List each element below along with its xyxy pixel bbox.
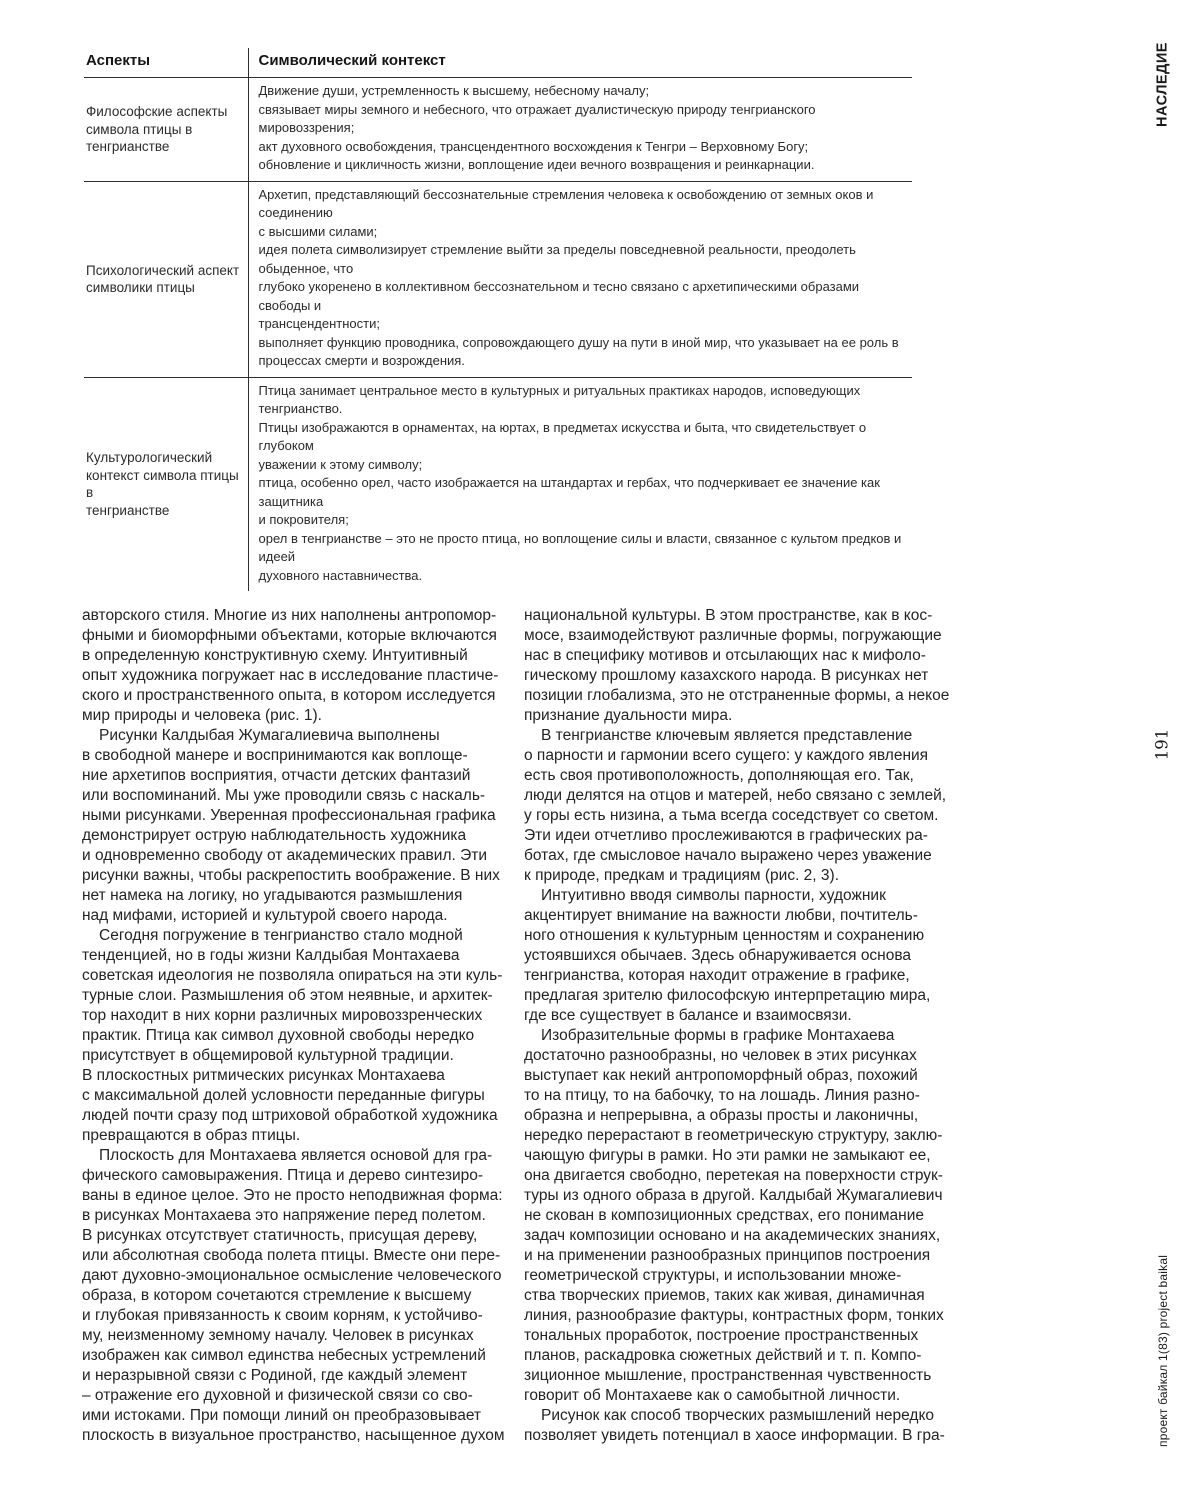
aspect-cell: Философские аспекты символа птицы в тенгрианстве	[84, 78, 248, 182]
table-row	[84, 78, 912, 182]
table-header-row	[84, 48, 912, 78]
aspect-cell: Психологический аспект символики птицы	[84, 181, 248, 377]
journal-footer: проект байкал 1(83) project baikal	[1156, 1254, 1170, 1447]
table-header-aspects: Аспекты	[84, 48, 248, 78]
table-row	[84, 377, 912, 591]
bird-symbolism-table	[84, 48, 912, 591]
aspect-cell: Культурологический контекст символа птицы в тенгрианстве	[84, 377, 248, 591]
paragraph: Плоскость для Монтахаева является основой для гра- фического самовыражения. Птица и дерево синтезиро- ваны в единое целое. Это не просто неподвижная форма: в рисунках Монтахаева это напряжение перед полетом. В рисунках отсутствует статичность, присущая дереву, или абсолютная свобода полета птицы. Вместе они пере- дают духовно-эмоциональное осмысление человеческого образа, в котором сочетаются стремление к высшему и глубокая привязанность к своим корням, к устойчиво- му, неизменному земному началу. Человек в рисунках изображен как символ единства небесных устремлений и неразрывной связи с Родиной, где каждый элемент – отражение его духовной и физической связи со сво- ими истоками. При помощи линий он преобразовывает плоскость в визуальное пространство, насыщенное духом	[82, 1147, 505, 1444]
context-cell: Движение души, устремленность к высшему, небесному началу; связывает миры земного и небесного, что отражает дуалистическую природу тенгрианского мировоззрения; акт духовного освобождения, трансцендентного восхождения к Тенгри – Верховному Богу; обновление и цикличность жизни, воплощение идеи вечного возвращения и реинкарнации.	[248, 78, 912, 182]
table-header-context: Символический контекст	[248, 48, 912, 78]
paragraph: Интуитивно вводя символы парности, художник акцентирует внимание на важности любви, почтитель- ного отношения к культурным ценностям и сохранению устоявшихся обычаев. Здесь обнаруживается основа тенгрианства, которая находит отражение в графике, предлагая зрителю философскую интерпретацию мира, где все существует в балансе и взаимосвязи.	[524, 887, 931, 1024]
paragraph: Рисунок как способ творческих размышлений нередко позволяет увидеть потенциал в хаосе информации. В гра-	[524, 1407, 945, 1444]
paragraph: В тенгрианстве ключевым является представление о парности и гармонии всего сущего: у каждого явления есть своя противоположность, дополняющая его. Так, люди делятся на отцов и матерей, небо связано с землей, у горы есть низина, а тьма всегда соседствует со светом. Эти идеи отчетливо прослеживаются в графических ра- ботах, где смысловое начало выражено через уважение к природе, предкам и традициям (рис. 2, 3).	[524, 727, 947, 884]
paragraph: Сегодня погружение в тенгрианство стало модной тенденцией, но в годы жизни Калдыбая Монтахаева советская идеология не позволяла опираться на эти куль- турные слои. Размышления об этом неявные, и архитек- тор находит в них корни различных мировоззренческих практик. Птица как символ духовной свободы нередко присутствует в общемировой культурной традиции. В плоскостных ритмических рисунках Монтахаева с максимальной долей условности переданные фигуры людей почти сразу под штриховой обработкой художника превращаются в образ птицы.	[82, 927, 503, 1144]
paragraph: Изобразительные формы в графике Монтахаева достаточно разнообразны, но человек в этих рисунках выступает как некий антропоморфный образ, похожий то на птицу, то на бабочку, то на лошадь. Линия разно- образна и непрерывна, а образы просты и лаконичны, нередко перерастают в геометрическую структуру, заклю- чающую фигуры в рамки. Но эти рамки не замыкают ее, она двигается свободно, перетекая на поверхности струк- туры из одного образа в другой. Калдыбай Жумагалиевич не скован в композиционных средствах, его понимание задач композиции основано и на академических знаниях, и на применении разнообразных принципов построения геометрической структуры, и использовании множе- ства творческих приемов, таких как живая, динамичная линия, разнообразие фактуры, контрастных форм, тонких тональных проработок, построение пространственных планов, раскадровка сюжетных действий и т. п. Компо- зиционное мышление, пространственная чувственность говорит об Монтахаеве как о самобытной личности.	[524, 1027, 944, 1404]
section-label: НАСЛЕДИЕ	[1154, 42, 1171, 127]
article-left-column	[82, 606, 514, 1446]
context-cell: Птица занимает центральное место в культурных и ритуальных практиках народов, исповедующих тенгрианство. Птицы изображаются в орнаментах, на юртах, в предметах искусства и быта, что свидетельствует о глубоком уважении к этому символу; птица, особенно орел, часто изображается на штандартах и гербах, что подчеркивает ее значение как защитника и покровителя; орел в тенгрианстве – это не просто птица, но воплощение силы и власти, связанное с культом предков и идеей духовного наставничества.	[258, 382, 902, 583]
table-row	[84, 181, 912, 377]
article-right-column	[524, 606, 956, 1446]
paragraph: авторского стиля. Многие из них наполнены антропомор- фными и биоморфными объектами, которые включаются в определенную конструктивную схему. Интуитивный опыт художника погружает нас в исследование пластиче- ского и пространственного опыта, в котором исследуется мир природы и человека (рис. 1).	[82, 607, 499, 724]
page-number: 191	[1152, 728, 1172, 761]
paragraph: Рисунки Калдыбая Жумагалиевича выполнены в свободной манере и воспринимаются как воплоще- ние архетипов восприятия, отчасти детских фантазий или воспоминаний. Мы уже проводили связь с наскаль- ными рисунками. Уверенная профессиональная графика демонстрирует острую наблюдательность художника и одновременно свободу от академических правил. Эти рисунки важны, чтобы раскрепостить воображение. В них нет намека на логику, но угадываются размышления над мифами, историей и культурой своего народа.	[82, 727, 500, 924]
context-cell: Архетип, представляющий бессознательные стремления человека к освобождению от земных оков и соединению с высшими силами; идея полета символизирует стремление выйти за пределы повседневной реальности, преодолеть обыденное, что глубоко укоренено в коллективном бессознательном и тесно связано с архетипическими образами свободы и трансцендентности; выполняет функцию проводника, сопровождающего душу на пути в иной мир, что указывает на ее роль в процессах смерти и возрождения.	[248, 181, 912, 377]
paragraph: национальной культуры. В этом пространстве, как в кос- мосе, взаимодействуют различные формы, погружающие нас в специфику мотивов и отсылающих нас к мифоло- гическому прошлому казахского народа. В рисунках нет позиции глобализма, это не отстраненные формы, а некое признание дуальности мира.	[524, 607, 950, 724]
